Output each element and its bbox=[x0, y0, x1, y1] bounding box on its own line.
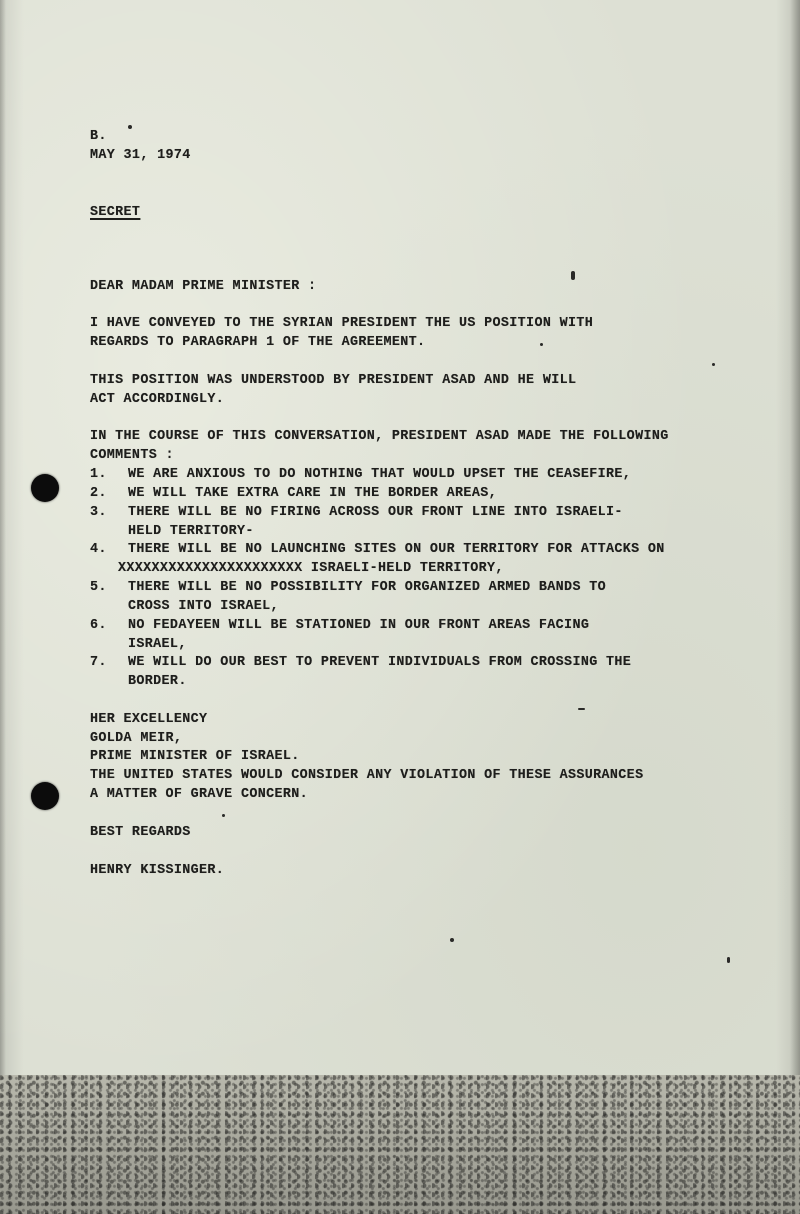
addressee-line: GOLDA MEIR, bbox=[90, 731, 183, 746]
ink-speck bbox=[578, 708, 585, 710]
comment-text: THERE WILL BE NO LAUNCHING SITES ON OUR TERRITORY FOR ATTACKS ON bbox=[128, 542, 665, 557]
page-shadow-right bbox=[790, 0, 800, 1214]
closing-statement-line-1: THE UNITED STATES WOULD CONSIDER ANY VIOLATION OF THESE ASSURANCES bbox=[90, 768, 644, 783]
comment-text: HELD TERRITORY- bbox=[128, 524, 254, 539]
page-shadow-left bbox=[0, 0, 6, 1214]
comment-number: 7. bbox=[90, 655, 107, 670]
comment-text: ISRAEL, bbox=[128, 637, 187, 652]
paragraph-3-line-2: COMMENTS : bbox=[90, 448, 174, 463]
comment-text: CROSS INTO ISRAEL, bbox=[128, 599, 279, 614]
closing-statement-line-2: A MATTER OF GRAVE CONCERN. bbox=[90, 787, 309, 802]
comment-number: 2. bbox=[90, 486, 107, 501]
scan-noise-band bbox=[0, 1075, 800, 1214]
comment-text: THERE WILL BE NO POSSIBILITY FOR ORGANIZED ARMED BANDS TO bbox=[128, 580, 606, 595]
ink-speck bbox=[222, 814, 225, 817]
ink-speck bbox=[727, 957, 730, 963]
punch-hole-upper bbox=[31, 474, 59, 502]
comment-text: WE WILL TAKE EXTRA CARE IN THE BORDER AREAS, bbox=[128, 486, 497, 501]
sign-off: BEST REGARDS bbox=[90, 825, 191, 840]
comment-text: WE WILL DO OUR BEST TO PREVENT INDIVIDUALS FROM CROSSING THE bbox=[128, 655, 632, 670]
paragraph-3-line-1: IN THE COURSE OF THIS CONVERSATION, PRESIDENT ASAD MADE THE FOLLOWING bbox=[90, 429, 669, 444]
comment-text: WE ARE ANXIOUS TO DO NOTHING THAT WOULD UPSET THE CEASEFIRE, bbox=[128, 467, 632, 482]
comment-number: 1. bbox=[90, 467, 107, 482]
addressee-line: PRIME MINISTER OF ISRAEL. bbox=[90, 749, 300, 764]
comment-number: 6. bbox=[90, 618, 107, 633]
ink-speck bbox=[571, 271, 575, 280]
ink-speck bbox=[540, 343, 543, 346]
punch-hole-lower bbox=[31, 782, 59, 810]
paragraph-2-line-2: ACT ACCORDINGLY. bbox=[90, 392, 225, 407]
paragraph-1-line-2: REGARDS TO PARAGRAPH 1 OF THE AGREEMENT. bbox=[90, 335, 426, 350]
signature: HENRY KISSINGER. bbox=[90, 863, 225, 878]
comment-text: NO FEDAYEEN WILL BE STATIONED IN OUR FRONT AREAS FACING bbox=[128, 618, 590, 633]
paragraph-1-line-1: I HAVE CONVEYED TO THE SYRIAN PRESIDENT THE US POSITION WITH bbox=[90, 316, 594, 331]
classification-label: SECRET bbox=[90, 205, 141, 220]
comment-text: THERE WILL BE NO FIRING ACROSS OUR FRONT LINE INTO ISRAELI- bbox=[128, 505, 623, 520]
paragraph-2-line-1: THIS POSITION WAS UNDERSTOOD BY PRESIDENT ASAD AND HE WILL bbox=[90, 373, 577, 388]
comment-number: 4. bbox=[90, 542, 107, 557]
comment-text-struck: XXXXXXXXXXXXXXXXXXXXXX ISRAELI-HELD TERRITORY, bbox=[118, 561, 504, 576]
comment-text: BORDER. bbox=[128, 674, 187, 689]
comment-number: 3. bbox=[90, 505, 107, 520]
salutation: DEAR MADAM PRIME MINISTER : bbox=[90, 279, 317, 294]
addressee-line: HER EXCELLENCY bbox=[90, 712, 208, 727]
ink-speck bbox=[450, 938, 454, 942]
ink-speck bbox=[128, 125, 132, 129]
ink-speck bbox=[712, 363, 715, 366]
comment-number: 5. bbox=[90, 580, 107, 595]
document-date: MAY 31, 1974 bbox=[90, 148, 191, 163]
reference-marker: B. bbox=[90, 129, 107, 144]
